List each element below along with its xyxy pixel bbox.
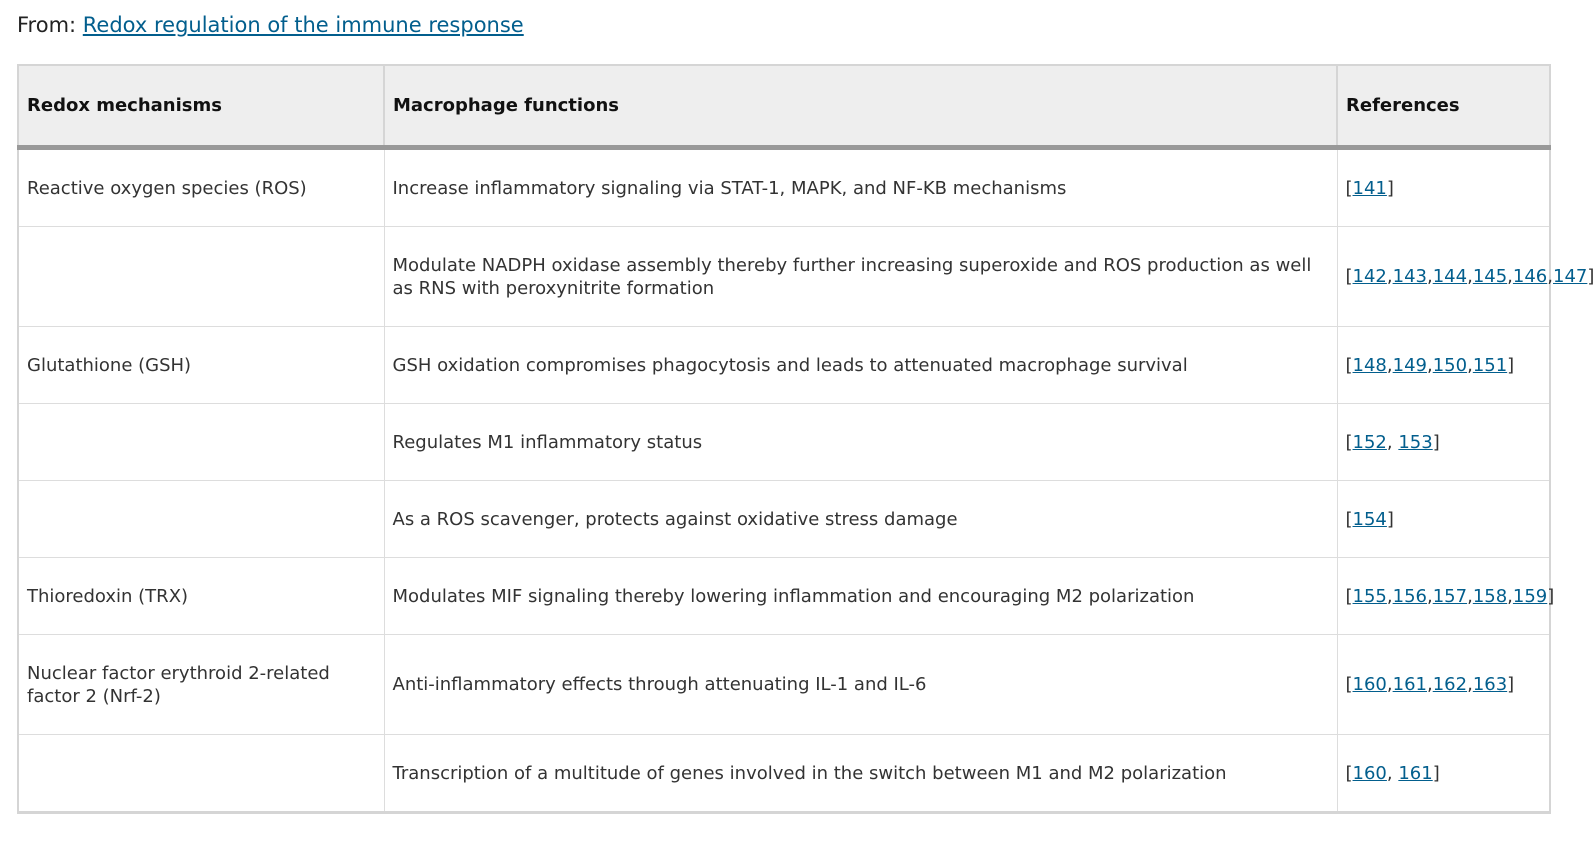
reference-link[interactable]: 144 xyxy=(1432,266,1468,287)
reference-link[interactable]: 162 xyxy=(1432,674,1468,695)
reference-separator: , xyxy=(1426,266,1433,287)
reference-link[interactable]: 154 xyxy=(1352,508,1387,530)
bracket-open: [ xyxy=(1345,585,1353,607)
mechanism-cell: Reactive oxygen species (ROS) xyxy=(18,148,384,227)
bracket-close: ] xyxy=(1507,354,1515,376)
reference-separator: , xyxy=(1467,674,1473,695)
reference-link[interactable]: 160 xyxy=(1352,762,1387,784)
table-row xyxy=(18,735,1550,813)
function-cell: Anti-inflammatory effects through attenuating IL-1 and IL-6 xyxy=(384,635,1337,735)
bracket-close: ] xyxy=(1432,762,1440,784)
reference-link[interactable]: 146 xyxy=(1512,266,1548,287)
function-cell: Regulates M1 inflammatory status xyxy=(384,404,1337,481)
reference-separator: , xyxy=(1547,266,1553,287)
reference-link[interactable]: 161 xyxy=(1398,762,1433,784)
references-cell xyxy=(1337,227,1595,327)
reference-separator: , xyxy=(1507,585,1513,607)
column-header-functions: Macrophage functions xyxy=(384,65,1337,148)
references-cell xyxy=(1337,635,1550,735)
reference-link[interactable]: 153 xyxy=(1398,431,1433,453)
bracket-close: ] xyxy=(1386,177,1394,199)
bracket-close: ] xyxy=(1386,508,1394,530)
reference-link[interactable]: 148 xyxy=(1352,354,1387,376)
mechanism-cell xyxy=(18,227,384,327)
column-header-mechanisms: Redox mechanisms xyxy=(18,65,384,148)
bracket-open: [ xyxy=(1345,177,1353,199)
function-cell: GSH oxidation compromises phagocytosis and leads to attenuated macrophage survival xyxy=(384,327,1337,404)
mechanism-cell xyxy=(18,735,384,813)
reference-separator: , xyxy=(1426,674,1433,695)
bracket-open: [ xyxy=(1345,762,1353,784)
reference-separator: , xyxy=(1467,354,1473,376)
references-cell xyxy=(1337,481,1550,558)
bracket-close: ] xyxy=(1587,266,1595,287)
table-row xyxy=(18,481,1550,558)
reference-separator: , xyxy=(1426,354,1433,376)
redox-mechanisms-table xyxy=(17,64,1595,814)
reference-link[interactable]: 161 xyxy=(1392,674,1427,695)
reference-separator: , xyxy=(1507,266,1513,287)
bracket-open: [ xyxy=(1345,266,1353,287)
mechanism-cell xyxy=(18,404,384,481)
reference-link[interactable]: 150 xyxy=(1432,354,1468,376)
reference-link[interactable]: 157 xyxy=(1432,585,1468,607)
reference-separator: , xyxy=(1386,354,1393,376)
reference-separator: , xyxy=(1386,431,1399,453)
column-header-references: References xyxy=(1337,65,1550,148)
source-article-link[interactable]: Redox regulation of the immune response xyxy=(82,13,524,37)
function-cell: Modulate NADPH oxidase assembly thereby further increasing superoxide and ROS production as well as RNS with peroxynitrite formation xyxy=(384,227,1337,327)
bracket-open: [ xyxy=(1345,354,1353,376)
references-cell xyxy=(1337,404,1550,481)
figure-source-line xyxy=(17,11,524,39)
bracket-close: ] xyxy=(1432,431,1440,453)
function-cell: Transcription of a multitude of genes involved in the switch between M1 and M2 polarization xyxy=(384,735,1337,813)
reference-separator: , xyxy=(1386,674,1393,695)
reference-link[interactable]: 151 xyxy=(1472,354,1508,376)
table-body xyxy=(18,148,1595,813)
table-row xyxy=(18,227,1550,327)
reference-separator: , xyxy=(1386,266,1393,287)
reference-separator: , xyxy=(1467,585,1473,607)
references-cell xyxy=(1337,735,1550,813)
bracket-close: ] xyxy=(1507,674,1515,695)
bracket-close: ] xyxy=(1547,585,1555,607)
references-cell xyxy=(1337,558,1555,635)
bracket-open: [ xyxy=(1345,431,1353,453)
reference-link[interactable]: 152 xyxy=(1352,431,1387,453)
table-row xyxy=(18,327,1550,404)
mechanism-cell: Glutathione (GSH) xyxy=(18,327,384,404)
references-cell xyxy=(1337,148,1550,227)
function-cell: Increase inflammatory signaling via STAT-1, MAPK, and NF-KB mechanisms xyxy=(384,148,1337,227)
table-row xyxy=(18,558,1550,635)
reference-link[interactable]: 156 xyxy=(1392,585,1427,607)
redox-table-container xyxy=(17,64,1595,814)
reference-link[interactable]: 163 xyxy=(1472,674,1508,695)
reference-link[interactable]: 155 xyxy=(1352,585,1387,607)
from-prefix: From: xyxy=(17,13,83,37)
reference-link[interactable]: 149 xyxy=(1392,354,1427,376)
reference-link[interactable]: 142 xyxy=(1352,266,1387,287)
bracket-open: [ xyxy=(1345,508,1353,530)
reference-link[interactable]: 141 xyxy=(1352,177,1387,199)
mechanism-cell xyxy=(18,481,384,558)
table-header-row xyxy=(18,65,1550,148)
function-cell: As a ROS scavenger, protects against oxidative stress damage xyxy=(384,481,1337,558)
reference-separator: , xyxy=(1467,266,1473,287)
reference-link[interactable]: 143 xyxy=(1392,266,1427,287)
table-row xyxy=(18,404,1550,481)
reference-link[interactable]: 159 xyxy=(1512,585,1548,607)
table-row xyxy=(18,635,1550,735)
reference-separator: , xyxy=(1386,762,1399,784)
reference-separator: , xyxy=(1386,585,1393,607)
reference-link[interactable]: 145 xyxy=(1472,266,1508,287)
reference-link[interactable]: 160 xyxy=(1352,674,1387,695)
mechanism-cell: Nuclear factor erythroid 2-related factor 2 (Nrf-2) xyxy=(18,635,384,735)
table-row xyxy=(18,148,1550,227)
references-cell xyxy=(1337,327,1550,404)
function-cell: Modulates MIF signaling thereby lowering inflammation and encouraging M2 polarization xyxy=(384,558,1337,635)
reference-link[interactable]: 147 xyxy=(1553,266,1588,287)
mechanism-cell: Thioredoxin (TRX) xyxy=(18,558,384,635)
reference-separator: , xyxy=(1426,585,1433,607)
reference-link[interactable]: 158 xyxy=(1472,585,1508,607)
bracket-open: [ xyxy=(1345,674,1353,695)
